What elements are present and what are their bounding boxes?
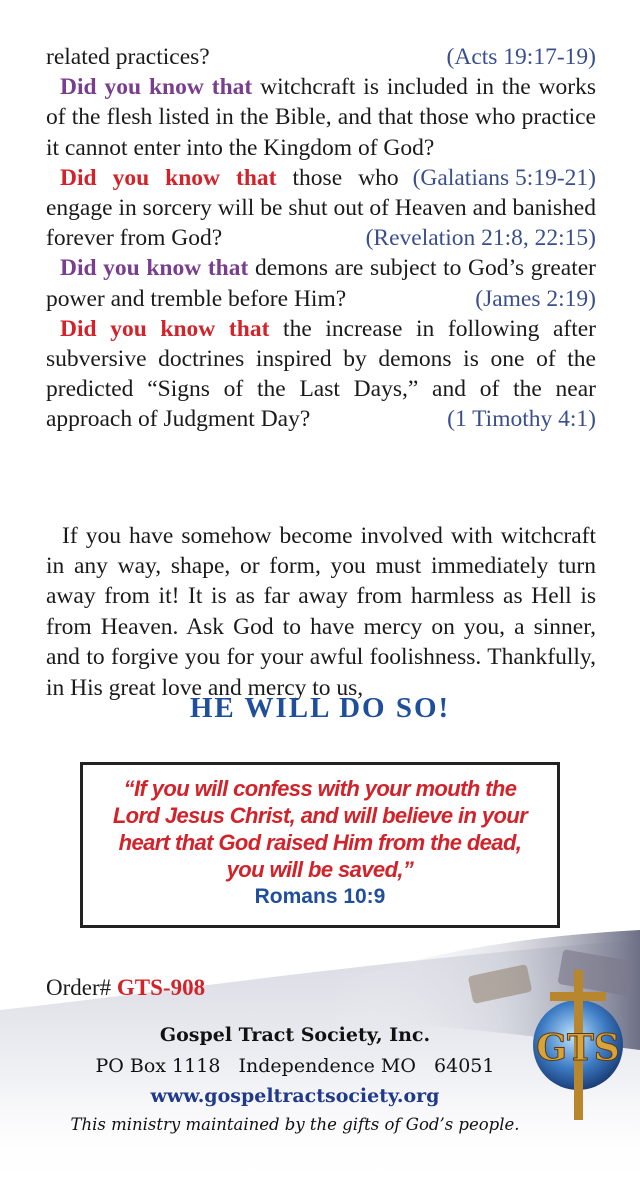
order-label: Order# — [46, 975, 112, 1000]
paragraph-text: related practices? — [46, 44, 210, 70]
paragraph-1 — [46, 42, 596, 72]
scripture-reference: (Acts 19:17-19) — [446, 44, 596, 70]
paragraph-lead: Did you know that — [60, 164, 277, 191]
verse-box — [80, 762, 560, 928]
society-address: PO Box 1118 Independence MO 64051 — [95, 1055, 495, 1077]
paragraph-lead: Did you know that — [60, 255, 249, 282]
closing-paragraph: If you have somehow become involved with witchcraft in any way, shape, or form, you must immediately turn away from it! It is as far away from harmless as Hell is from Heaven. Ask God to have mercy on you, a sinner, and to forgive you for your awful foolishness. Thankfully, in His great love and mercy to us, — [46, 522, 596, 701]
did-you-know-section — [46, 42, 596, 435]
society-website[interactable]: www.gospeltractsociety.org — [150, 1085, 440, 1107]
paragraph-text: demons are subject to God’s greater power and tremble before Him? — [46, 255, 596, 312]
paragraph-text: witchcraft is included in the works of the flesh listed in the Bible, and that those who practice it cannot enter into the Kingdom of God? — [46, 74, 596, 161]
verse-text: “If you will confess with your mouth the Lord Jesus Christ, and will believe in your heart that God raised Him from the dead, you will be saved,” — [112, 776, 528, 882]
scripture-reference: (Revelation 21:8, 22:15) — [365, 225, 596, 252]
society-tagline: This ministry maintained by the gifts of God’s people. — [70, 1115, 520, 1134]
paragraph-text: the increase in following after subversive doctrines inspired by demons is one of the predicted “Signs of the Last Days,” and of the near approach of Judgment Day? — [46, 315, 596, 433]
paragraph-4 — [46, 253, 596, 313]
scripture-reference: (Galatians 5:19-21) — [412, 164, 596, 191]
paragraph-text: those who engage in sorcery will be shut out of Heaven and banished forever from God? — [46, 164, 596, 252]
order-number — [46, 975, 205, 1001]
paragraph-5 — [46, 314, 596, 435]
gts-logo-text: GTS — [536, 1027, 620, 1069]
society-name: Gospel Tract Society, Inc. — [159, 1024, 431, 1046]
paragraph-lead: Did you know that — [60, 315, 270, 342]
order-code: GTS-908 — [116, 975, 206, 1000]
closing-shout: HE WILL DO SO! — [189, 692, 451, 724]
verse-reference: Romans 10:9 — [254, 885, 386, 908]
paragraph-2 — [46, 72, 596, 191]
scripture-reference: (James 2:19) — [475, 285, 596, 312]
paragraph-lead: Did you know that — [60, 74, 253, 101]
scripture-reference: (1 Timothy 4:1) — [447, 406, 596, 433]
